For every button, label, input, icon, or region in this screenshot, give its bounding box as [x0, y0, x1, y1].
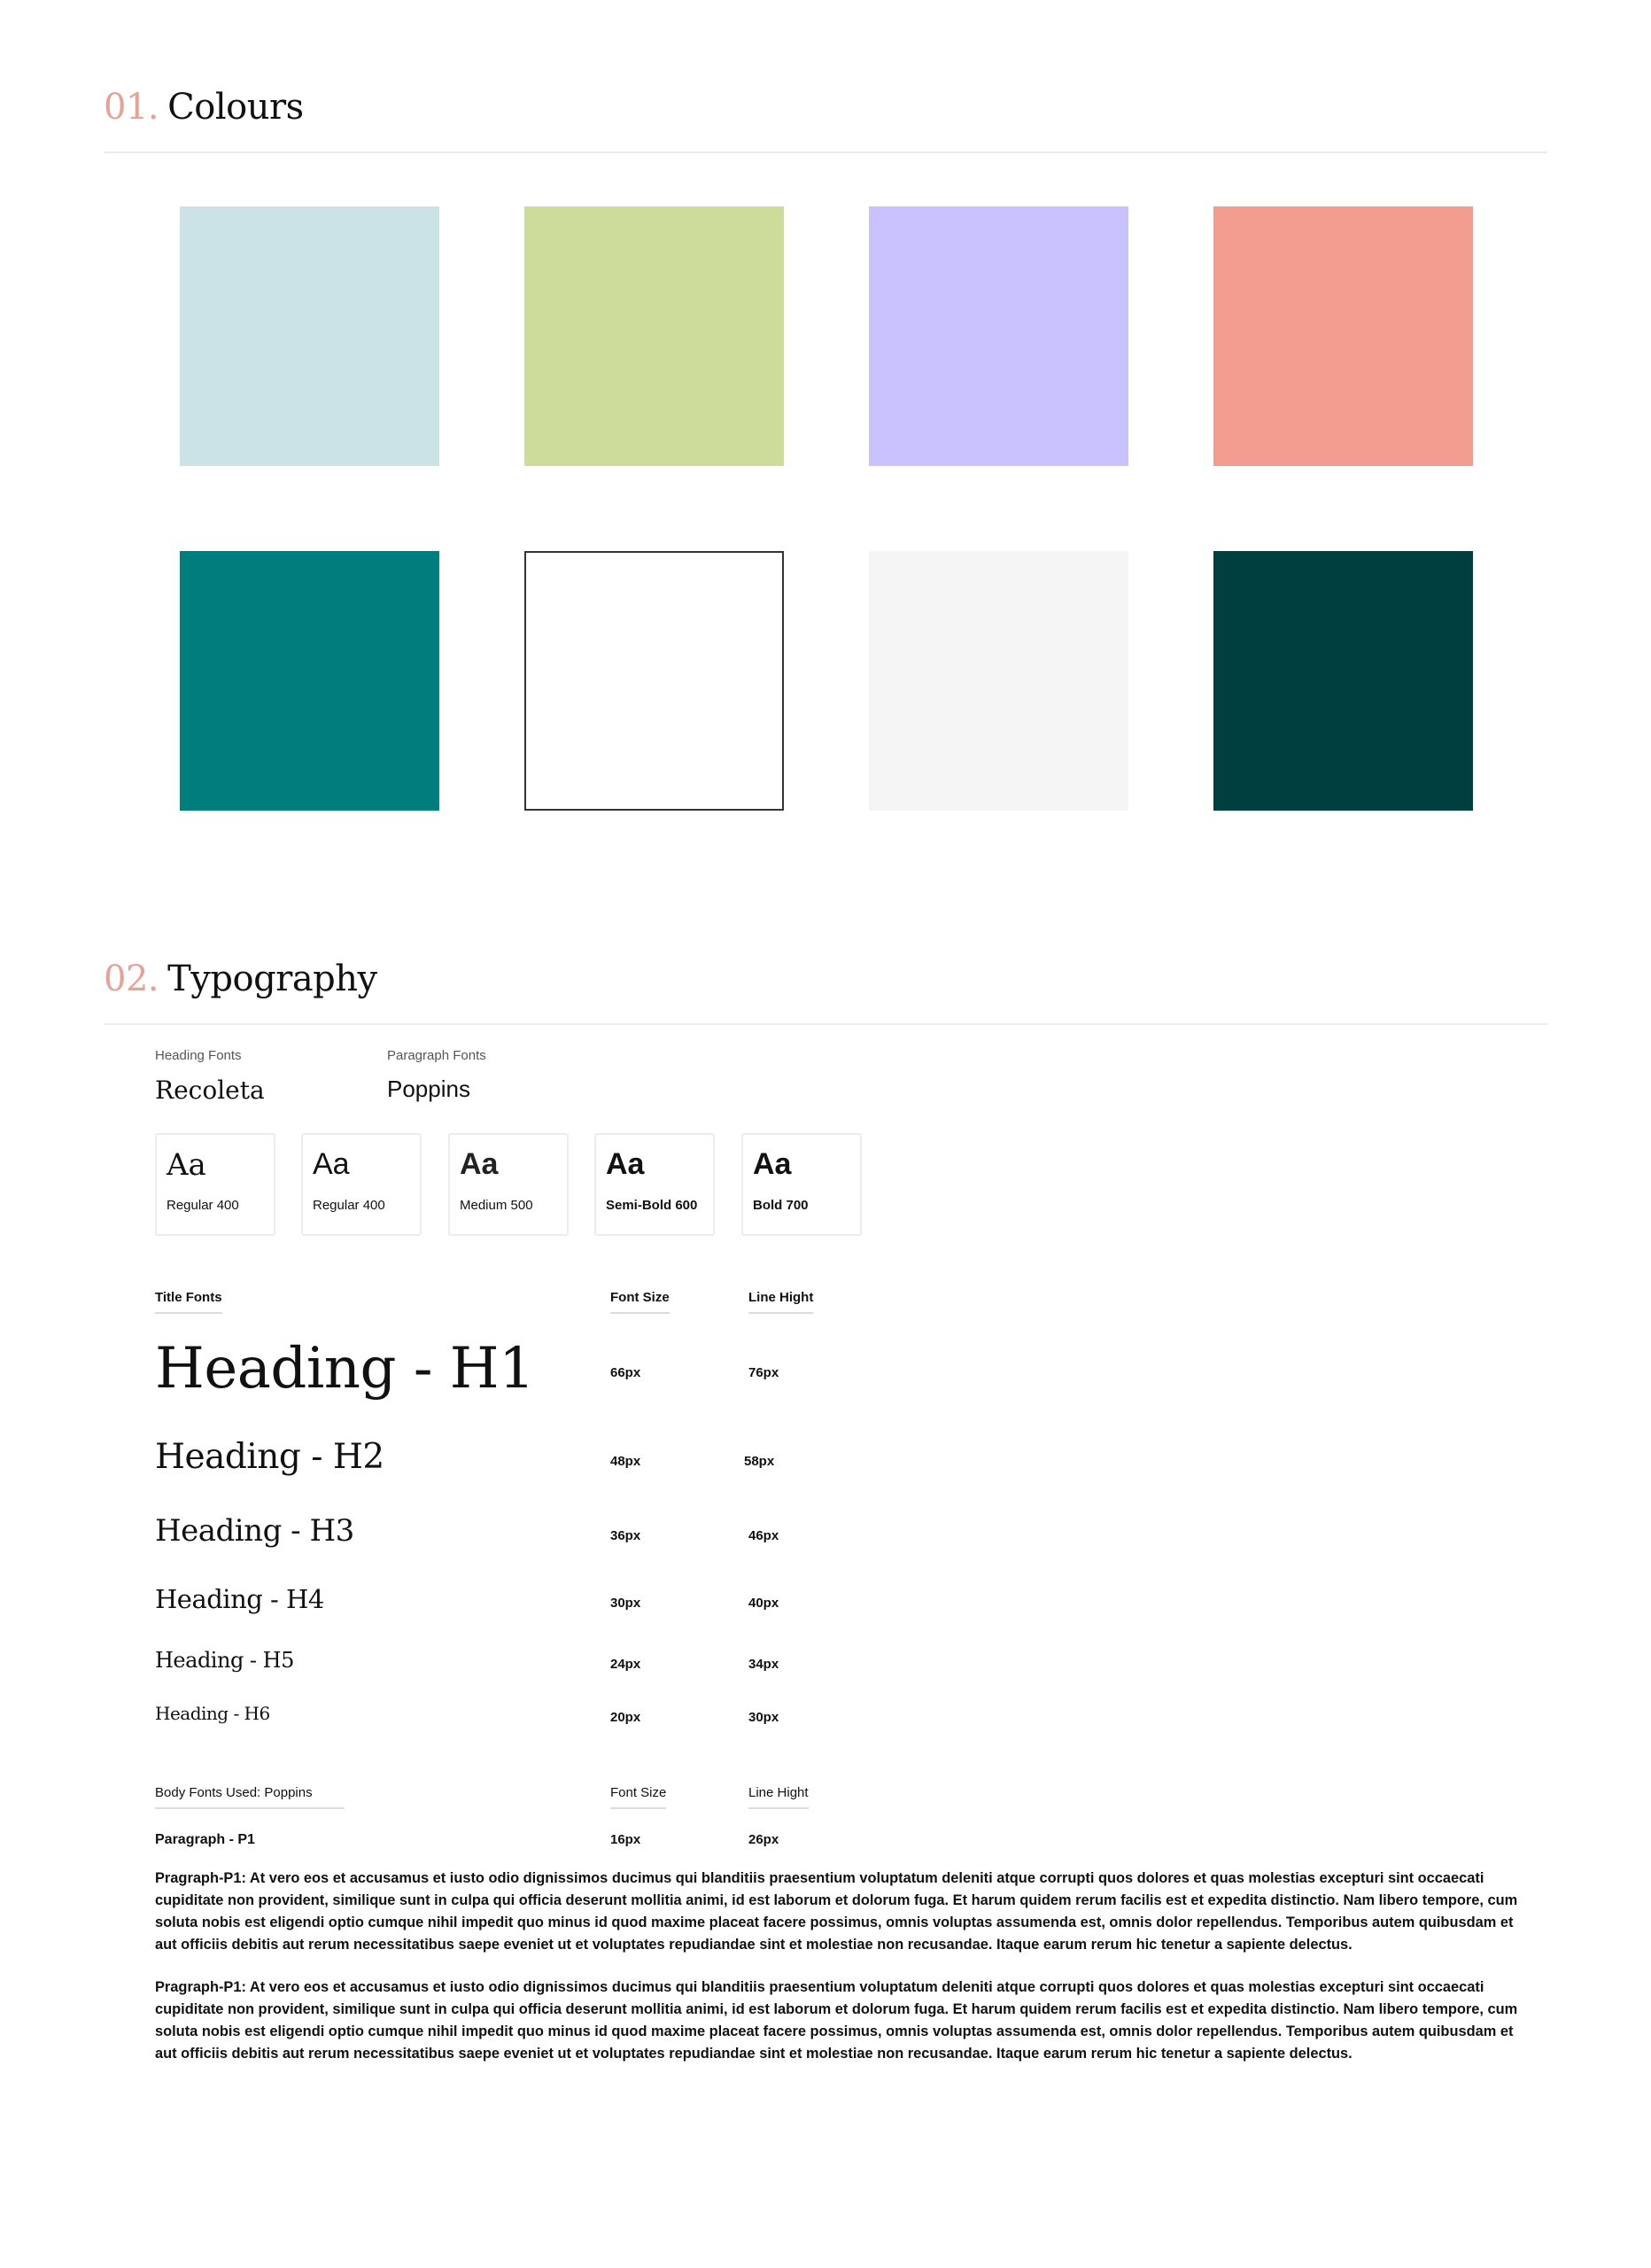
h6-font-size: 20px: [610, 1710, 641, 1725]
body-fonts-column-header: Body Fonts Used: Poppins: [155, 1785, 345, 1809]
h5-font-size: 24px: [610, 1657, 641, 1672]
font-weight-label: Bold 700: [753, 1198, 809, 1213]
colours-divider: [104, 151, 1547, 153]
font-size-column-header: Font Size: [610, 1290, 670, 1314]
colour-swatch-lime: [524, 206, 784, 466]
typography-section-number: 02.: [104, 959, 159, 999]
heading-font-name: Recoleta: [155, 1076, 265, 1105]
font-weight-card-medium: [448, 1133, 569, 1236]
paragraph-p1-label: Paragraph - P1: [155, 1832, 255, 1847]
body-font-size-column-header: Font Size: [610, 1785, 666, 1809]
colours-section-title: [104, 87, 304, 128]
paragraph-sample-1: Pragraph-P1: At vero eos et accusamus et iusto odio dignissimos ducimus qui blanditiis praesentium voluptatum deleniti atque corrupti quos dolores et quas molestias excepturi sint occaecati cupiditate non provident, similique sunt in culpa qui officia deserunt mollitia animi, id est laborum et dolorum fuga. Et harum quidem rerum facilis est et expedita distinctio. Nam libero tempore, cum soluta nobis est eligendi optio cumque nihil impedit quo minus id quod maxime placeat facere possimus, omnis voluptas assumenda est, omnis dolor repellendus. Temporibus autem quibusdam et aut officiis debitis aut rerum necessitatibus saepe eveniet ut et voluptates repudiandae sint et molestiae non recusandae. Itaque earum rerum hic tenetur a sapiente delectus.: [155, 1870, 1518, 1953]
h4-line-height: 40px: [748, 1596, 779, 1611]
h2-font-size: 48px: [610, 1454, 641, 1469]
colour-swatch-off-white: [869, 551, 1128, 811]
font-weight-label: Regular 400: [167, 1198, 239, 1213]
typography-section-title: [104, 959, 377, 999]
font-weight-label: Medium 500: [460, 1198, 533, 1213]
heading-h3-sample: Heading - H3: [155, 1513, 354, 1549]
font-weight-card-recoleta-regular: [155, 1133, 275, 1236]
font-sample-aa: Aa: [753, 1147, 792, 1181]
h1-line-height: 76px: [748, 1365, 779, 1380]
heading-h2-sample: Heading - H2: [155, 1437, 384, 1477]
colour-swatch-lavender: [869, 206, 1128, 466]
typography-divider: [104, 1023, 1547, 1025]
font-weight-card-semibold: [594, 1133, 715, 1236]
heading-h6-sample: Heading - H6: [155, 1703, 270, 1724]
colour-swatch-salmon: [1213, 206, 1473, 466]
paragraph-font-name: Poppins: [387, 1076, 470, 1102]
heading-fonts-label: Heading Fonts: [155, 1048, 242, 1063]
h1-font-size: 66px: [610, 1365, 641, 1380]
h3-line-height: 46px: [748, 1528, 779, 1543]
font-sample-aa: Aa: [313, 1147, 350, 1181]
font-sample-aa: Aa: [606, 1147, 645, 1181]
paragraph-sample-2: Pragraph-P1: At vero eos et accusamus et iusto odio dignissimos ducimus qui blanditiis praesentium voluptatum deleniti atque corrupti quos dolores et quas molestias excepturi sint occaecati cupiditate non provident, similique sunt in culpa qui officia deserunt mollitia animi, id est laborum et dolorum fuga. Et harum quidem rerum facilis est et expedita distinctio. Nam libero tempore, cum soluta nobis est eligendi optio cumque nihil impedit quo minus id quod maxime placeat facere possimus, omnis voluptas assumenda est, omnis dolor repellendus. Temporibus autem quibusdam et aut officiis debitis aut rerum necessitatibus saepe eveniet ut et voluptates repudiandae sint et molestiae non recusandae. Itaque earum rerum hic tenetur a sapiente delectus.: [155, 1979, 1518, 2062]
h3-font-size: 36px: [610, 1528, 641, 1543]
colour-swatch-teal: [180, 551, 439, 811]
p1-line-height: 26px: [748, 1832, 779, 1847]
h6-line-height: 30px: [748, 1710, 779, 1725]
heading-h1-sample: Heading - H1: [155, 1336, 535, 1402]
colour-swatch-light-blue: [180, 206, 439, 466]
colours-section-number: 01.: [104, 87, 159, 128]
colour-swatch-white: [524, 551, 784, 811]
paragraph-fonts-label: Paragraph Fonts: [387, 1048, 486, 1063]
title-fonts-column-header: Title Fonts: [155, 1290, 222, 1314]
font-weight-card-bold: [741, 1133, 862, 1236]
body-line-height-column-header: Line Hight: [748, 1785, 809, 1809]
font-sample-aa: Aa: [167, 1147, 206, 1183]
heading-h5-sample: Heading - H5: [155, 1648, 294, 1673]
font-weight-card-regular: [301, 1133, 422, 1236]
font-sample-aa: Aa: [460, 1147, 499, 1181]
h4-font-size: 30px: [610, 1596, 641, 1611]
line-height-column-header: Line Hight: [748, 1290, 813, 1314]
font-weight-label: Semi-Bold 600: [606, 1198, 698, 1213]
typography-section-label: Typography: [167, 959, 377, 999]
font-weight-label: Regular 400: [313, 1198, 385, 1213]
colours-section-label: Colours: [167, 87, 304, 128]
h5-line-height: 34px: [748, 1657, 779, 1672]
h2-line-height: 58px: [744, 1454, 775, 1469]
p1-font-size: 16px: [610, 1832, 641, 1847]
colour-swatch-dark-teal: [1213, 551, 1473, 811]
heading-h4-sample: Heading - H4: [155, 1584, 324, 1614]
